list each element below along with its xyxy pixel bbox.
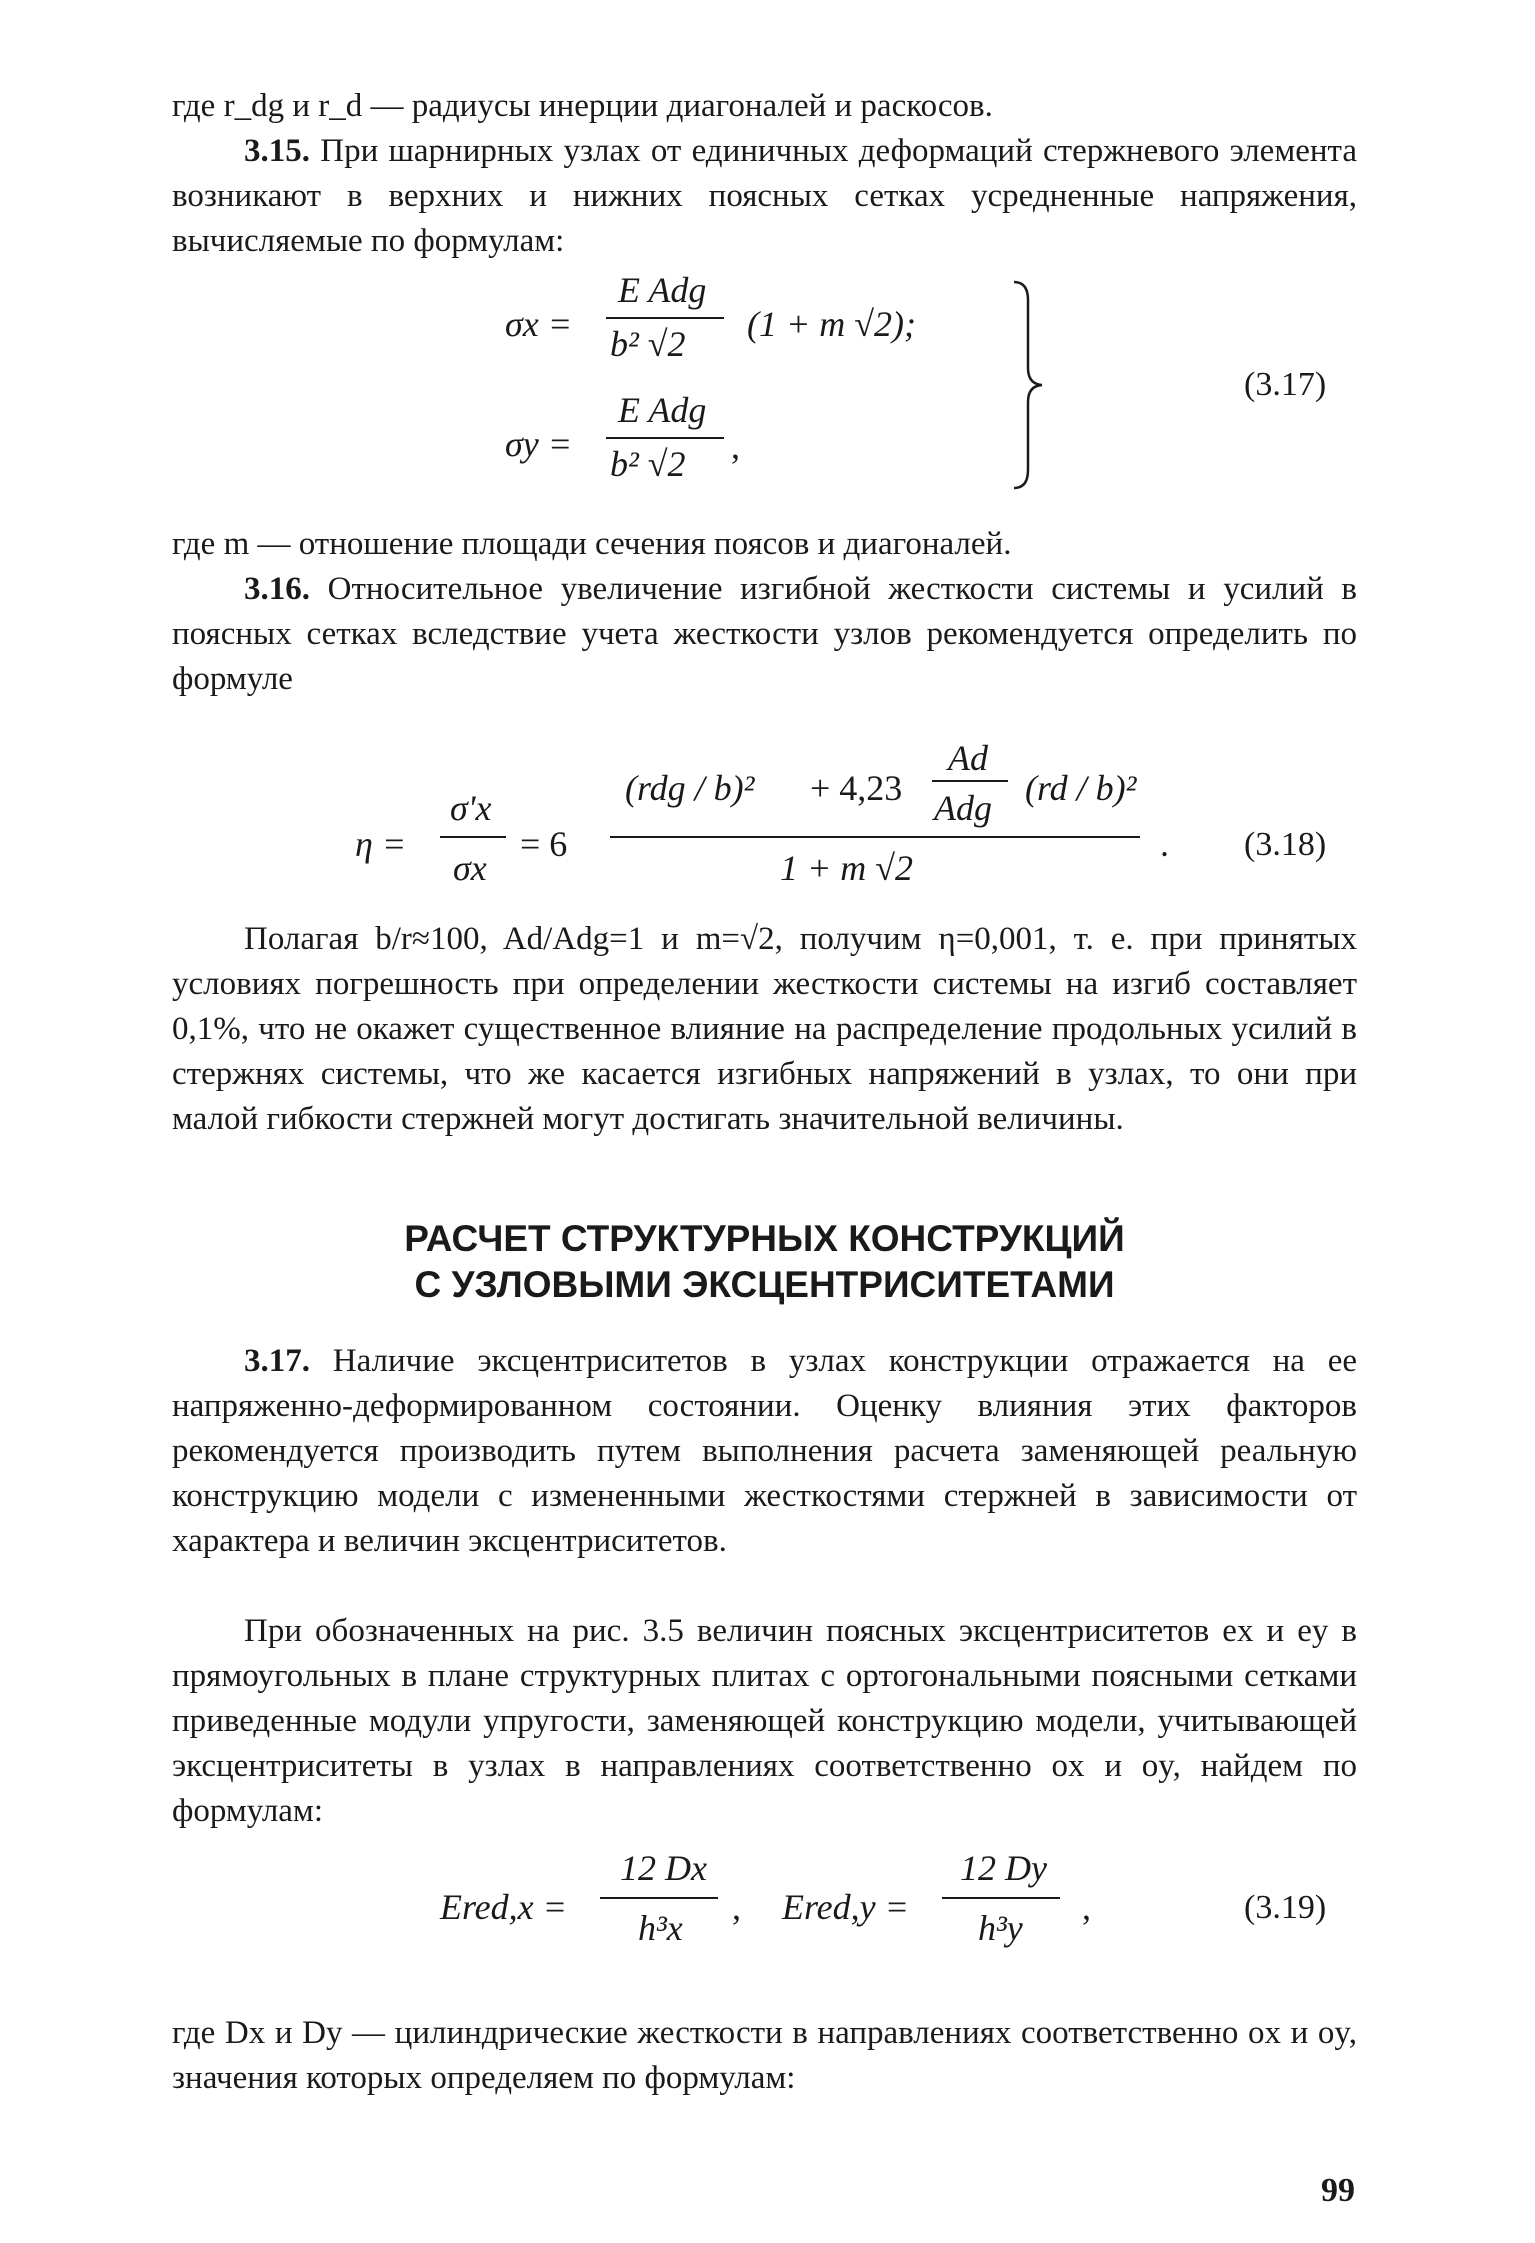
eq318-inner-fraction-bottom: Adg: [934, 788, 992, 828]
eq319-fraction-line-y: [942, 1897, 1060, 1899]
eq317-sigma-x-lhs: σx =: [505, 304, 573, 344]
paragraph-3-17: [172, 1339, 1357, 1564]
eq317-sigma-y-comma: ,: [731, 426, 740, 466]
eq318-inner-fraction-line: [932, 780, 1008, 782]
eq317-sigma-x-numerator: E Adg: [618, 270, 707, 310]
paragraph-radii-text: где r_dg и r_d — радиусы инерции диагоналей и раскосов.: [172, 88, 993, 124]
eq319-lhs-y: Ered,y =: [782, 1887, 909, 1927]
eq319-numerator-x: 12 Dx: [620, 1848, 707, 1888]
eq317-sigma-x-factor: (1 + m √2);: [747, 304, 917, 344]
eq317-sigma-y-lhs: σy =: [505, 424, 573, 464]
eq318-ratio-denominator: σx: [453, 848, 487, 888]
paragraph-3-15-text: При шарнирных узлах от единичных деформаций стержневого элемента возникают в верхних и нижних поясных сетках усредненные напряжения, вычисляемые по формулам:: [172, 133, 1357, 259]
paragraph-cylindrical-stiffness-text: где Dx и Dy — цилиндрические жесткости в направлениях соответственно ox и oy, значения которых определяем по формулам:: [172, 2015, 1357, 2096]
paragraph-3-16-text: Относительное увеличение изгибной жесткости системы и усилий в поясных сетках вследствие учета жесткости узлов рекомендуется определить по формуле: [172, 571, 1358, 697]
eq318-coefficient: = 6: [520, 824, 568, 864]
eq319-lhs-x: Ered,x =: [440, 1887, 567, 1927]
eq318-ratio-line: [440, 836, 506, 838]
paragraph-3-17-text: Наличие эксцентриситетов в узлах конструкции отражается на ее напряженно-деформированном состоянии. Оценку влияния этих факторов рекомендуется производить путем выполнения расчета заменяющей реальную конструкцию модели с измененными жесткостями стержней в зависимости от характера и величин эксцентриситетов.: [172, 1343, 1357, 1559]
eq317-sigma-y-numerator: E Adg: [618, 390, 707, 430]
eq318-denominator: 1 + m √2: [780, 848, 914, 888]
eq318-main-fraction-line: [610, 836, 1140, 838]
eq318-ratio-numerator: σ'x: [450, 788, 492, 828]
paragraph-3-16: [172, 567, 1357, 702]
eq319-denominator-y: h³y: [978, 1908, 1023, 1948]
eq318-numerator-plus: + 4,23: [810, 768, 903, 808]
eq318-inner-fraction-top: Ad: [948, 738, 988, 778]
eq319-denominator-x: h³x: [638, 1908, 683, 1948]
paragraph-m-definition-text: где m — отношение площади сечения поясов и диагоналей.: [172, 526, 1012, 562]
page-number: 99: [1321, 2172, 1355, 2209]
eq319-fraction-line-x: [600, 1897, 718, 1899]
section-number-3-16: 3.16.: [244, 571, 310, 607]
paragraph-eccentricities: [172, 1609, 1357, 1834]
paragraph-cylindrical-stiffness: [172, 2011, 1357, 2101]
section-number-3-15: 3.15.: [244, 133, 310, 169]
section-heading-line-2: С УЗЛОВЫМИ ЭКСЦЕНТРИСИТЕТАМИ: [414, 1264, 1115, 1305]
eq319-comma-2: ,: [1082, 1887, 1091, 1927]
paragraph-conclusion: [172, 917, 1357, 1142]
eq319-number: (3.19): [1244, 1889, 1327, 1926]
eq318-numerator-term2: (rd / b)²: [1025, 768, 1137, 808]
paragraph-radii: [172, 84, 1357, 129]
eq317-fraction-line-1: [606, 317, 724, 319]
paragraph-conclusion-text: Полагая b/r≈100, Ad/Adg=1 и m=√2, получим η=0,001, т. е. при принятых условиях погрешность при определении жесткости системы на изгиб составляет 0,1%, что не окажет существенное влияние на распределение продольных усилий в стержнях системы, что же касается изгибных напряжений в узлах, то они при малой гибкости стержней могут достигать значительной величины.: [172, 921, 1357, 1137]
paragraph-m-definition: [172, 522, 1357, 567]
paragraph-3-15: [172, 129, 1357, 264]
eq319-numerator-y: 12 Dy: [960, 1848, 1047, 1888]
paragraph-eccentricities-text: При обозначенных на рис. 3.5 величин поясных эксцентриситетов ex и ey в прямоугольных в плане структурных плитах с ортогональными поясными сетками приведенные модули упругости, заменяющей конструкцию модели, учитывающей эксцентриситеты в узлах в направлениях соответственно ox и oy, найдем по формулам:: [172, 1613, 1357, 1829]
section-number-3-17: 3.17.: [244, 1343, 310, 1379]
eq318-eta-lhs: η =: [355, 824, 407, 864]
eq317-sigma-y-denominator: b² √2: [610, 444, 686, 484]
eq317-sigma-x-denominator: b² √2: [610, 324, 686, 364]
eq317-right-brace: [1010, 280, 1046, 490]
eq318-number: (3.18): [1244, 826, 1327, 863]
eq318-dot: .: [1160, 824, 1169, 864]
section-heading: [172, 1216, 1357, 1308]
section-heading-line-1: РАСЧЕТ СТРУКТУРНЫХ КОНСТРУКЦИЙ: [404, 1218, 1125, 1259]
eq318-numerator-term1: (rdg / b)²: [625, 768, 755, 808]
eq319-comma-1: ,: [732, 1887, 741, 1927]
eq317-number: (3.17): [1244, 366, 1327, 403]
eq317-fraction-line-2: [606, 437, 724, 439]
